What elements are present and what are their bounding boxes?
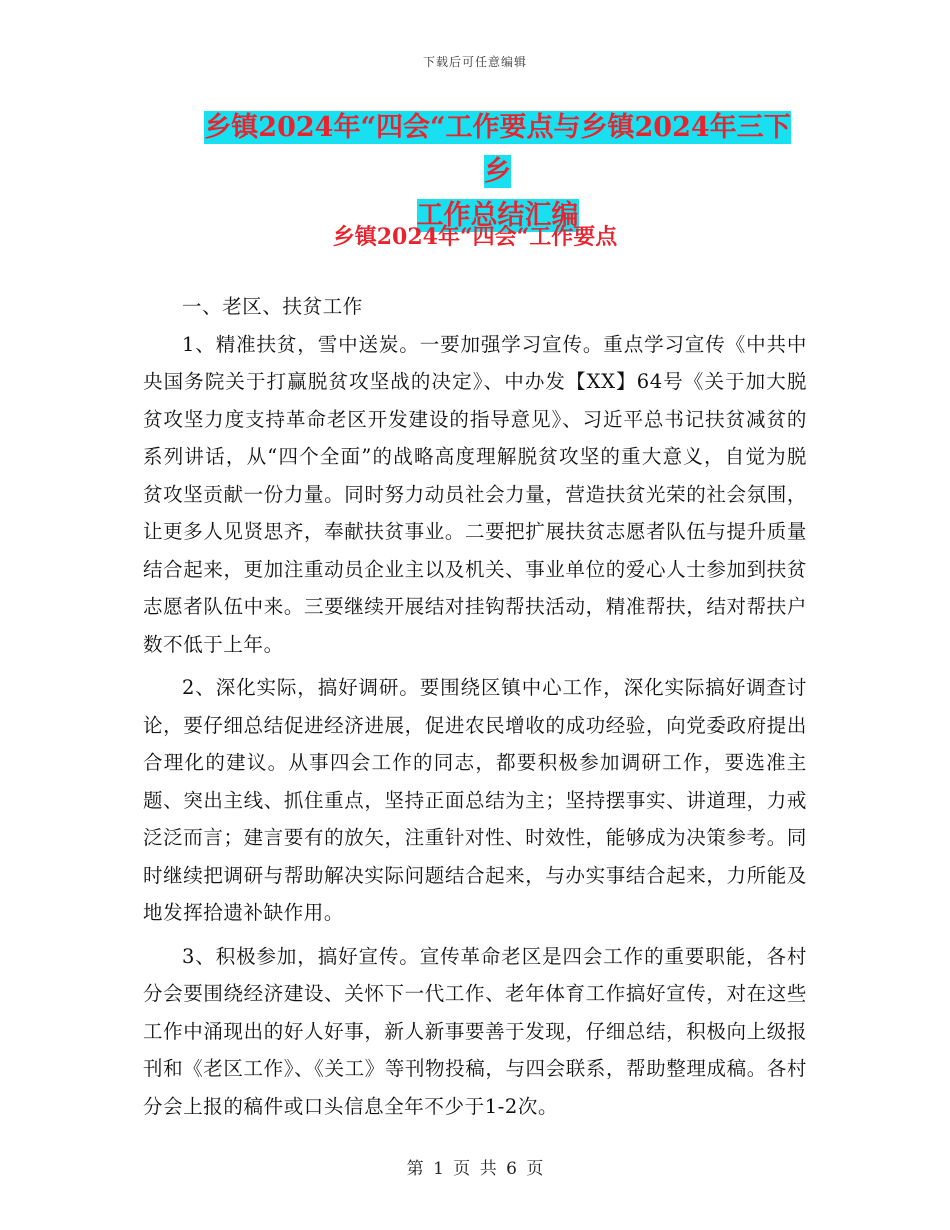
- document-body: [143, 288, 807, 1125]
- section-title: 乡镇2024年“四会“工作要点: [332, 224, 618, 250]
- section-heading: 一、老区、扶贫工作: [182, 295, 363, 318]
- title-line-2: 工作总结汇编: [416, 200, 579, 231]
- header-note: 下载后可任意编辑: [422, 55, 527, 69]
- paragraph-2: 2、深化实际，搞好调研。要围绕区镇中心工作，深化实际搞好调查讨论，要仔细总结促进经济进展，促进农民增收的成功经验，向党委政府提出合理化的建议。从事四会工作的同志，都要积极参加调研工作，要选准主题、突出主线、抓住重点，坚持正面总结为主；坚持摆事实、讲道理，力戒泛泛而言；建言要有的放矢，注重针对性、时效性，能够成为决策参考。同时继续把调研与帮助解决实际问题结合起来，与办实事结合起来，力所能及地发挥拾遗补缺作用。: [143, 676, 807, 924]
- document-title: [195, 106, 800, 238]
- paragraph-1: 1、精准扶贫，雪中送炭。一要加强学习宣传。重点学习宣传《中共中央国务院关于打赢脱贫攻坚战的决定》、中办发【XX】64号《关于加大脱贫攻坚力度支持革命老区开发建设的指导意见》、习近平总书记扶贫减贫的系列讲话，从“四个全面”的战略高度理解脱贫攻坚的重大意义，自觉为脱贫攻坚贡献一份力量。同时努力动员社会力量，营造扶贫光荣的社会氛围，让更多人见贤思齐，奉献扶贫事业。二要把扩展扶贫志愿者队伍与提升质量结合起来，更加注重动员企业主以及机关、事业单位的爱心人士参加到扶贫志愿者队伍中来。三要继续开展结对挂钩帮扶活动，精准帮扶，结对帮扶户数不低于上年。: [143, 332, 807, 656]
- page-footer: 第 1 页 共 6 页: [406, 1159, 544, 1179]
- title-line-1: 乡镇2024年“四会“工作要点与乡镇2024年三下乡: [204, 112, 791, 187]
- paragraph-3: 3、积极参加，搞好宣传。宣传革命老区是四会工作的重要职能，各村分会要围绕经济建设、关怀下一代工作、老年体育工作搞好宣传，对在这些工作中涌现出的好人好事，新人新事要善于发现，仔细总结，积极向上级报刊和《老区工作》、《关工》等刊物投稿，与四会联系，帮助整理成稿。各村分会上报的稿件或口头信息全年不少于1-2次。: [143, 944, 807, 1118]
